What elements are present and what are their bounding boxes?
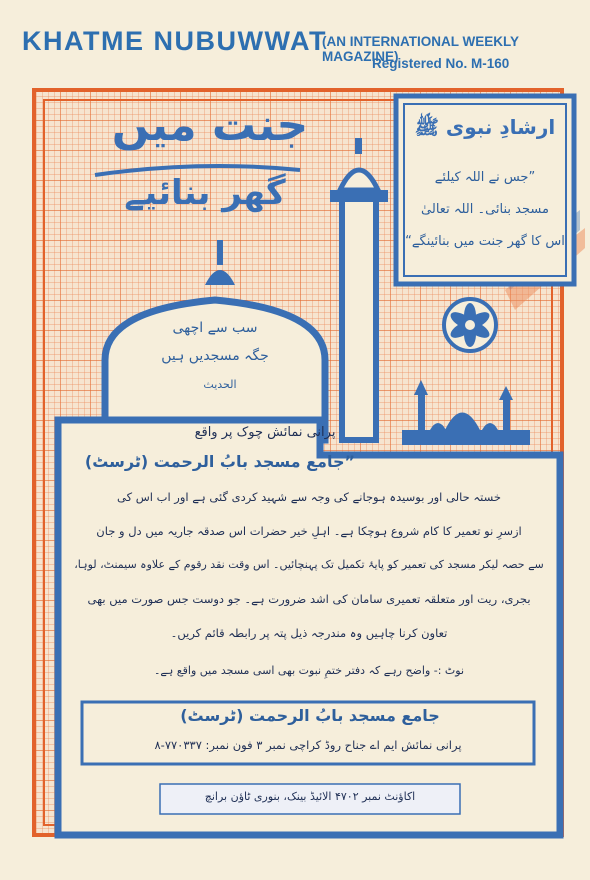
appeal-paragraph-line1: خستہ حالی اور بوسیدہ ہوجانے کی وجہ سے شہید کردی گئی ہے اور اب اس کی: [117, 490, 501, 504]
account-number: اکاؤنٹ نمبر ۴۷۰۲ الائیڈ بینک، بنوری ٹاؤن برانچ: [204, 790, 416, 803]
appeal-paragraph-line3: سے حصہ لیکر مسجد کی تعمیر کو پایۂ تکمیل تک پہنچائیں۔ اس وقت نقد رقوم کے علاوہ سیمنٹ، لوہا،: [74, 558, 544, 571]
headline-line2: گھر بنائیے: [124, 173, 286, 213]
appeal-paragraph-line5: تعاون کرنا چاہیں وہ مندرجہ ذیل پتہ پر رابطہ قائم کریں۔: [170, 626, 448, 640]
appeal-paragraph-line4: بجری، ریت اور متعلقہ تعمیری سامان کی اشد ضرورت ہے۔ جو دوست جس صورت میں بھی: [87, 592, 531, 606]
dome-source: الحدیث: [203, 378, 237, 391]
address-mosque-name: جامع مسجد بابُ الرحمت (ٹرسٹ): [180, 706, 440, 725]
masthead: [0, 0, 590, 78]
address-line: پرانی نمائش ایم اے جناح روڈ کراچی نمبر ۳ فون نمبر: ۷۷۰۳۳۷-۸: [154, 738, 462, 752]
dome-line2: جگہ مسجدیں ہیں: [161, 348, 269, 364]
flower-emblem: [444, 299, 496, 351]
registration-number: Registered No. M-160: [372, 56, 510, 71]
appeal-paragraph-line2: ازسرِ نو تعمیر کا کام شروع ہوچکا ہے۔ اہلِ خیر حضرات اس صدقہ جاریہ میں دل و جان: [96, 524, 522, 538]
magazine-title: KHATME NUBUWWAT: [22, 26, 327, 56]
hadith-line1: ”جس نے اللہ کیلئے: [434, 170, 536, 185]
appeal-mosque-name: ”جامع مسجد بابُ الرحمت (ٹرسٹ): [84, 452, 355, 471]
hadith-line3: اس کا گھر جنت میں بنائینگے“: [405, 234, 565, 249]
dome-line1: سب سے اچھی: [172, 320, 258, 336]
headline-line1: جنت میں: [111, 100, 309, 151]
appeal-note: نوٹ :- واضح رہے کہ دفتر ختمِ نبوت بھی اسی مسجد میں واقع ہے۔: [153, 664, 465, 677]
hadith-heading: ارشادِ نبوی ﷺ: [414, 115, 556, 139]
hadith-line2: مسجد بنائی۔ اللہ تعالیٰ: [421, 202, 549, 217]
appeal-location: پرانی نمائش چوک پر واقع: [194, 425, 336, 440]
magazine-subtitle: (AN INTERNATIONAL WEEKLY MAGAZINE): [322, 34, 519, 64]
